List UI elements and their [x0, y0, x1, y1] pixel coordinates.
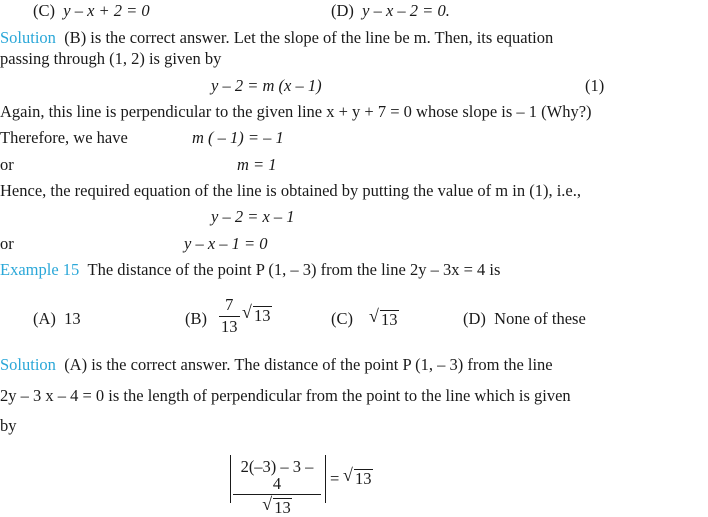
solution1-line1 [0, 30, 553, 47]
radical-sign: √ [343, 465, 353, 485]
radicand: 13 [381, 310, 398, 329]
option-d-prev [331, 3, 450, 20]
sqrt-expression [343, 465, 373, 488]
radicand: 13 [274, 498, 291, 517]
option-d [463, 311, 586, 328]
radical-sign: √ [262, 494, 273, 514]
solution-label: Solution [0, 28, 56, 47]
equation-2: m ( – 1) = – 1 [192, 128, 284, 147]
solution1-line3: Again, this line is perpendicular to the given line x + y + 7 = 0 whose slope is – 1 (Why?) [0, 102, 592, 121]
option-c-sqrt [369, 306, 399, 329]
solution-text: (B) is the correct answer. Let the slope of the line be m. Then, its equation [64, 28, 554, 47]
option-label: (D) [331, 1, 354, 20]
option-label: (A) [33, 309, 56, 328]
question-text: The distance of the point P (1, – 3) from the line 2y – 3x = 4 is [87, 260, 501, 279]
option-label: (C) [33, 1, 55, 20]
option-b-sqrt [242, 302, 272, 325]
option-expression: y – x – 2 = 0. [362, 1, 450, 20]
example-label: Example 15 [0, 260, 80, 279]
option-value: None of these [494, 309, 586, 328]
solution1-line4: Hence, the required equation of the line is obtained by putting the value of m in (1), i.e., [0, 181, 581, 200]
sqrt-expression [262, 494, 292, 517]
equation-4: y – 2 = x – 1 [211, 207, 295, 226]
result-sqrt [343, 465, 373, 488]
solution2-line2: 2y – 3 x – 4 = 0 is the length of perpendicular from the point to the line which is given [0, 386, 571, 405]
solution2-line1 [0, 357, 553, 374]
sqrt-expression [242, 302, 272, 325]
therefore-text: Therefore, we have [0, 128, 128, 147]
solution2-line3: by [0, 416, 17, 435]
example15-question-line [0, 262, 500, 279]
radicand: 13 [355, 469, 372, 488]
fraction-numerator: 2(–3) – 3 – 4 [240, 457, 314, 493]
equation-5: y – x – 1 = 0 [184, 234, 268, 253]
distance-fraction [233, 459, 321, 517]
radicand: 13 [254, 306, 271, 325]
option-b-fraction [219, 297, 240, 335]
option-c-prev [33, 3, 150, 20]
fraction-denominator [233, 494, 321, 517]
option-label: (D) [463, 309, 486, 328]
solution-label: Solution [0, 355, 56, 374]
option-c-label: (C) [331, 309, 353, 328]
option-value: 13 [64, 309, 81, 328]
equals-sign: = [330, 469, 340, 488]
fraction-numerator: 7 [225, 295, 234, 314]
equation-3: m = 1 [237, 155, 277, 174]
option-expression: y – x + 2 = 0 [63, 1, 150, 20]
option-a [33, 311, 81, 328]
option-b-label: (B) [185, 309, 207, 328]
or-text: or [0, 155, 14, 174]
equation-1: y – 2 = m (x – 1) [211, 76, 322, 95]
sqrt-expression [369, 306, 399, 329]
fraction-denominator: 13 [221, 316, 238, 336]
radical-sign: √ [242, 302, 252, 322]
solution1-line2: passing through (1, 2) is given by [0, 49, 222, 68]
equation-number: (1) [585, 76, 605, 95]
solution-text: (A) is the correct answer. The distance of the point P (1, – 3) from the line [64, 355, 553, 374]
or-text: or [0, 234, 14, 253]
radical-sign: √ [369, 306, 379, 326]
